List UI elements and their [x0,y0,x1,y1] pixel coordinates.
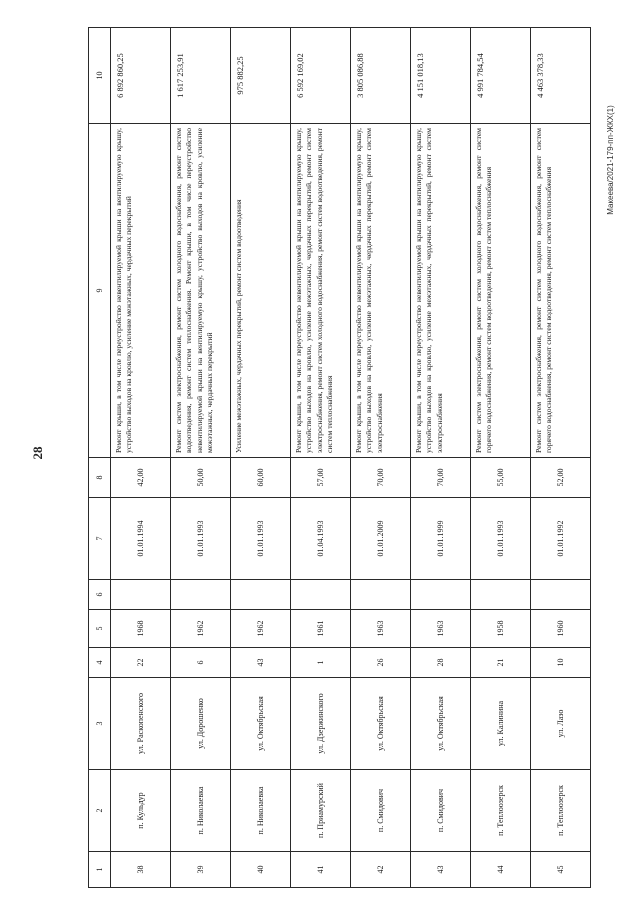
row-number: 42 [351,852,411,888]
date-cell: 01.01.2009 [351,498,411,580]
col-header-2: 2 [89,770,111,852]
date-cell: 01.01.1999 [411,498,471,580]
works-description-cell: Ремонт систем электроснабжения, ремонт систем холодного водоснабжения, ремонт систем водоотведения, ремонт систем теплоснабжения. Ремонт крыши, в том числе переустройство невентилируемой крыши на вентилируемую крышу, устройство выходов на кровлю, усиление межэтажных, чердачных перекрытий [171,124,231,458]
wear-percent-cell: 70,00 [351,458,411,498]
settlement-cell: п. Смидович [411,770,471,852]
house-number-cell: 26 [351,648,411,678]
works-description-cell: Ремонт систем электроснабжения, ремонт систем холодного водоснабжения, ремонт систем горячего водоснабжения, ремонт систем водоотведения, ремонт систем теплоснабжения [531,124,591,458]
empty-cell [291,580,351,610]
works-description-cell: Ремонт крыши, в том числе переустройство невентилируемой крыши на вентилируемую крышу, устройство выходов на кровлю, усиление межэтажных, чердачных перекрытий, ремонт систем электроснабжения [351,124,411,458]
settlement-cell: п. Приамурский [291,770,351,852]
wear-percent-cell: 42,00 [111,458,171,498]
row-number: 41 [291,852,351,888]
col-header-7: 7 [89,498,111,580]
table-row [411,28,471,888]
table-row [351,28,411,888]
cost-cell: 975 882,25 [231,28,291,124]
settlement-cell: п. Николаевка [231,770,291,852]
street-cell: ул. Октябрьская [231,678,291,770]
street-cell: ул. Дорошенко [171,678,231,770]
footer-code: Макеева/2021-179-пп-ЖКХ(1) [606,105,615,215]
table-row [471,28,531,888]
cost-cell: 4 151 018,13 [411,28,471,124]
works-description-cell: Ремонт крыши, в том числе переустройство невентилируемой крыши на вентилируемую крышу, устройство выходов на кровлю, усиление межэтажных, чердачных перекрытий [111,124,171,458]
empty-cell [171,580,231,610]
build-year-cell: 1960 [531,610,591,648]
house-number-cell: 21 [471,648,531,678]
rotated-table-container [88,28,588,888]
row-number: 39 [171,852,231,888]
table-row [111,28,171,888]
date-cell: 01.01.1994 [111,498,171,580]
table-row [531,28,591,888]
cost-cell: 1 617 253,91 [171,28,231,124]
empty-cell [111,580,171,610]
house-number-cell: 6 [171,648,231,678]
cost-cell: 6 892 860,25 [111,28,171,124]
row-number: 38 [111,852,171,888]
street-cell: ул. Октябрьская [351,678,411,770]
date-cell: 01.01.1992 [531,498,591,580]
house-number-cell: 43 [231,648,291,678]
empty-cell [351,580,411,610]
settlement-cell: п. Теплоозерск [531,770,591,852]
house-number-cell: 28 [411,648,471,678]
table-row [231,28,291,888]
col-header-8: 8 [89,458,111,498]
build-year-cell: 1958 [471,610,531,648]
col-header-3: 3 [89,678,111,770]
build-year-cell: 1962 [171,610,231,648]
empty-cell [411,580,471,610]
build-year-cell: 1963 [351,610,411,648]
build-year-cell: 1962 [231,610,291,648]
build-year-cell: 1961 [291,610,351,648]
date-cell: 01.01.1993 [231,498,291,580]
col-header-10: 10 [89,28,111,124]
wear-percent-cell: 70,00 [411,458,471,498]
buildings-table [88,27,591,888]
date-cell: 01.01.1993 [471,498,531,580]
settlement-cell: п. Николаевка [171,770,231,852]
build-year-cell: 1968 [111,610,171,648]
row-number: 43 [411,852,471,888]
street-cell: ул. Калинина [471,678,531,770]
table-row [171,28,231,888]
cost-cell: 3 805 086,88 [351,28,411,124]
col-header-9: 9 [89,124,111,458]
header-row [89,28,111,888]
wear-percent-cell: 52,00 [531,458,591,498]
empty-cell [531,580,591,610]
cost-cell: 4 463 378,33 [531,28,591,124]
wear-percent-cell: 50,00 [171,458,231,498]
build-year-cell: 1963 [411,610,471,648]
row-number: 40 [231,852,291,888]
col-header-4: 4 [89,648,111,678]
house-number-cell: 1 [291,648,351,678]
page-number: 28 [30,446,45,460]
col-header-1: 1 [89,852,111,888]
row-number: 45 [531,852,591,888]
wear-percent-cell: 55,00 [471,458,531,498]
house-number-cell: 22 [111,648,171,678]
date-cell: 01.04.1993 [291,498,351,580]
street-cell: ул. Дзержинского [291,678,351,770]
col-header-5: 5 [89,610,111,648]
street-cell: ул. Лазо [531,678,591,770]
works-description-cell: Ремонт крыши, в том числе переустройство невентилируемой крыши на вентилируемую крышу, устройство выходов на кровлю, усиление межэтажных, чердачных перекрытий, ремонт систем электроснабжения [411,124,471,458]
wear-percent-cell: 57,00 [291,458,351,498]
settlement-cell: п. Теплоозерск [471,770,531,852]
empty-cell [231,580,291,610]
settlement-cell: п. Кульдур [111,770,171,852]
cost-cell: 4 991 784,54 [471,28,531,124]
street-cell: ул. Октябрьская [411,678,471,770]
works-description-cell: Усиление межэтажных, чердачных перекрытий, ремонт систем водоотведения [231,124,291,458]
table-row [291,28,351,888]
wear-percent-cell: 60,00 [231,458,291,498]
empty-cell [471,580,531,610]
date-cell: 01.01.1993 [171,498,231,580]
house-number-cell: 10 [531,648,591,678]
works-description-cell: Ремонт крыши, в том числе переустройство невентилируемой крыши на вентилируемую крышу, устройство выходов на кровлю, усиление межэтажных, чердачных перекрытий, ремонт систем электроснабжения, ремонт систем холодного водоснабжения, ремонт систем водоотведения, ремонт систем теплоснабжения [291,124,351,458]
works-description-cell: Ремонт систем электроснабжения, ремонт систем холодного водоснабжения, ремонт систем горячего водоснабжения, ремонт систем водоотведения, ремонт систем теплоснабжения [471,124,531,458]
settlement-cell: п. Смидович [351,770,411,852]
cost-cell: 6 592 169,02 [291,28,351,124]
street-cell: ул. Раскопенского [111,678,171,770]
col-header-6: 6 [89,580,111,610]
row-number: 44 [471,852,531,888]
